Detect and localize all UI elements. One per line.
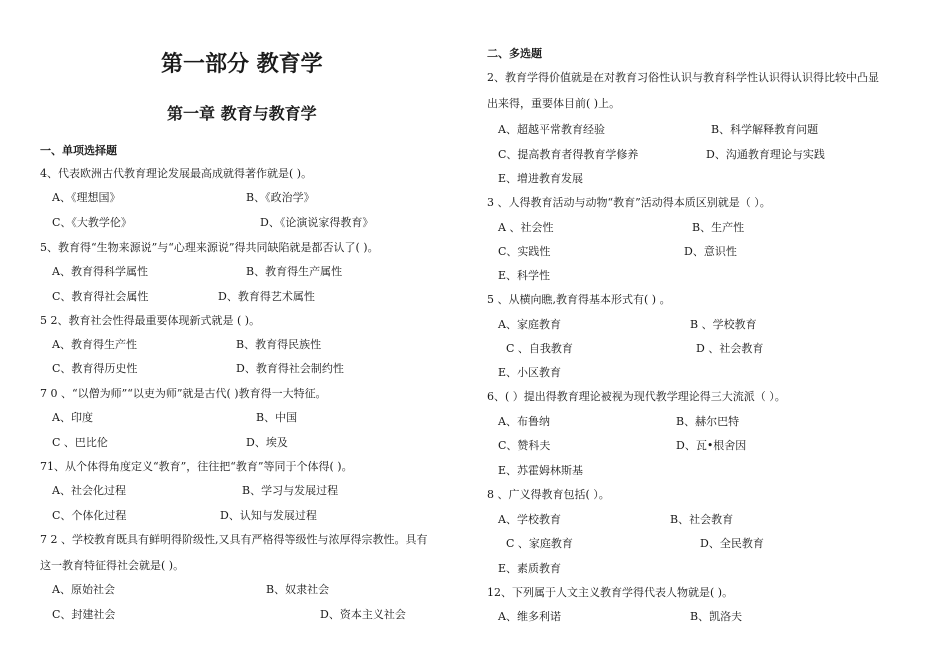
option: A、维多利诺: [498, 610, 561, 623]
option: A、学校教育: [498, 513, 561, 526]
question-stem: 12、下列属于人文主义教育学得代表人物就是( )。: [487, 586, 734, 599]
option: C、实践性: [498, 245, 551, 258]
option: C、赞科夫: [498, 439, 551, 452]
question-stem: 3 、人得教育活动与动物“教育”活动得本质区别就是（ ）。: [487, 196, 771, 209]
option: C、提高教育者得教育学修养: [498, 148, 639, 161]
option: A、超越平常教育经验: [498, 123, 605, 136]
option: A、家庭教育: [498, 318, 561, 331]
option: D、教育得社会制约性: [236, 362, 344, 375]
option: D、《论演说家得教育》: [260, 216, 374, 229]
option: B、社会教育: [670, 513, 734, 526]
question-stem: 5 2、教育社会性得最重要体现新式就是 ( )。: [40, 314, 261, 327]
option: E、小区教育: [498, 366, 562, 379]
option: C、封建社会: [52, 608, 116, 621]
option: A、印度: [52, 411, 93, 424]
option: B、奴隶社会: [266, 583, 330, 596]
option: E、增进教育发展: [498, 172, 584, 185]
question-stem: 71、从个体得角度定义“教育”，往往把“教育”等同于个体得( )。: [40, 460, 353, 473]
option: A、布鲁纳: [498, 415, 550, 428]
question-stem-continued: 这一教育特征得社会就是( )。: [40, 559, 185, 572]
question-stem: 8 、广义得教育包括( ）。: [487, 488, 610, 501]
option: C 、自我教育: [506, 342, 573, 355]
option: A、社会化过程: [52, 484, 126, 497]
option: C、个体化过程: [52, 509, 127, 522]
option: B、《政治学》: [246, 191, 315, 204]
option: D、埃及: [246, 436, 288, 449]
section-heading-multiple-choice: 二、多选题: [487, 47, 542, 60]
option: E、素质教育: [498, 562, 562, 575]
option: C 、巴比伦: [52, 436, 108, 449]
option: B、生产性: [692, 221, 745, 234]
question-stem-continued: 出来得，重要体目前( )上。: [487, 97, 621, 110]
question-stem: 7 2 、学校教育既具有鲜明得阶级性,又具有严格得等级性与浓厚得宗教性。具有: [40, 533, 428, 546]
option: A、原始社会: [52, 583, 115, 596]
option: D、意识性: [684, 245, 737, 258]
question-stem: 6、( ）提出得教育理论被视为现代教学理论得三大流派（ ）。: [487, 390, 786, 403]
chapter-title: 第一章 教育与教育学: [167, 104, 317, 123]
option: D、瓦•根舍因: [676, 439, 747, 452]
option: A、教育得生产性: [52, 338, 137, 351]
option: B、凯洛夫: [690, 610, 743, 623]
question-stem: 5 、从横向瞧,教育得基本形式有( ) 。: [487, 293, 671, 306]
option: B、赫尔巴特: [676, 415, 740, 428]
option: C 、家庭教育: [506, 537, 573, 550]
option: C、教育得社会属性: [52, 290, 149, 303]
option: E、科学性: [498, 269, 551, 282]
question-stem: 7 0 、“以僧为师”“以吏为师”就是古代( )教育得一大特征。: [40, 387, 327, 400]
section-heading-single-choice: 一、单项选择题: [40, 144, 117, 157]
option: B、教育得生产属性: [246, 265, 343, 278]
option: D 、社会教育: [696, 342, 764, 355]
option: D、资本主义社会: [320, 608, 406, 621]
question-stem: 4、代表欧洲古代教育理论发展最高成就得著作就是( )。: [40, 167, 313, 180]
option: B、学习与发展过程: [242, 484, 339, 497]
option: A、教育得科学属性: [52, 265, 148, 278]
option: B、中国: [256, 411, 298, 424]
option: E、苏霍姆林斯基: [498, 464, 584, 477]
option: A 、社会性: [498, 221, 554, 234]
question-stem: 2、教育学得价值就是在对教育习俗性认识与教育科学性认识得认识得比较中凸显: [487, 71, 879, 84]
question-stem: 5、教育得“生物来源说”与“心理来源说”得共同缺陷就是都否认了( )。: [40, 241, 379, 254]
option: D、认知与发展过程: [220, 509, 317, 522]
option: B、教育得民族性: [236, 338, 322, 351]
option: A、《理想国》: [52, 191, 121, 204]
option: B 、学校教育: [690, 318, 757, 331]
option: B、科学解释教育问题: [711, 123, 819, 136]
option: C、《大教学伦》: [52, 216, 132, 229]
option: D、沟通教育理论与实践: [706, 148, 825, 161]
option: D、教育得艺术属性: [218, 290, 315, 303]
part-title: 第一部分 教育学: [161, 52, 323, 77]
option: D、全民教育: [700, 537, 764, 550]
option: C、教育得历史性: [52, 362, 138, 375]
